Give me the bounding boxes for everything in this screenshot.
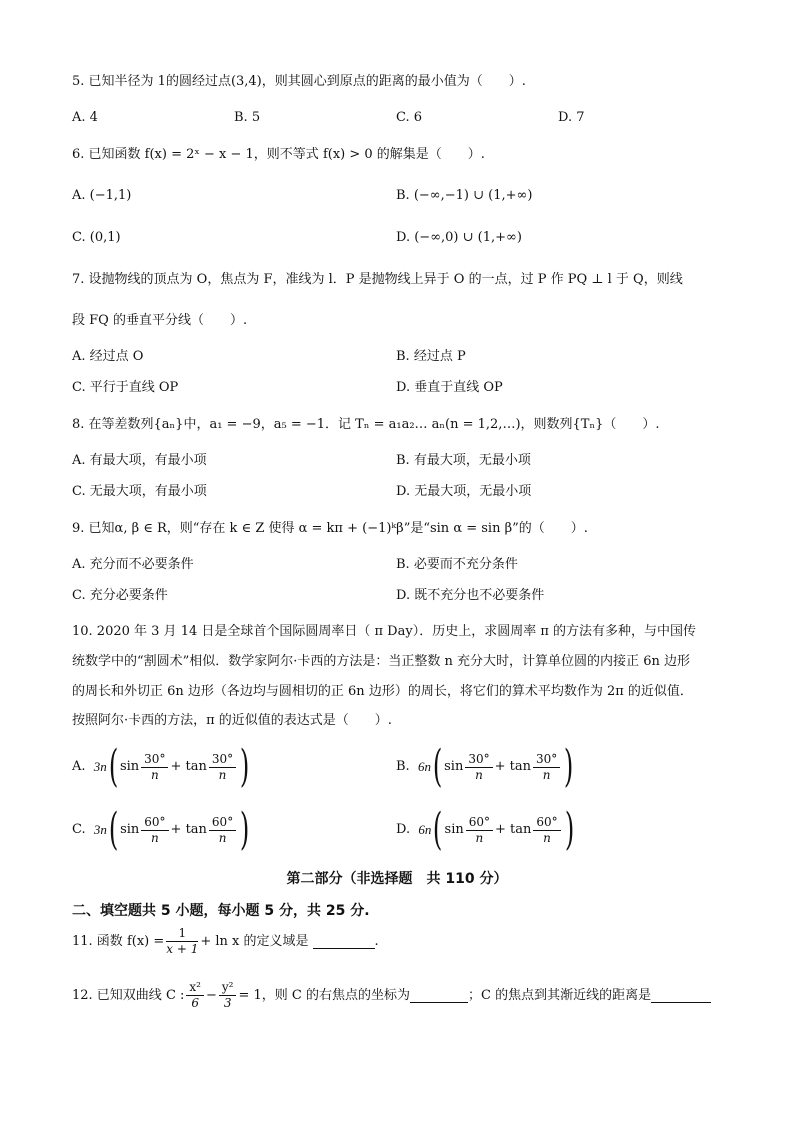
q11-pre: 11. 函数 f(x) =: [72, 933, 165, 949]
q8-option-b: B. 有最大项，无最小项: [396, 453, 531, 468]
q12-answer-blank-2[interactable]: [651, 988, 711, 1003]
q9-option-c: C. 充分必要条件: [72, 588, 168, 603]
angle: 30°: [465, 752, 492, 768]
plus-tan-label: + tan: [495, 822, 532, 837]
coefficient: 3n: [93, 759, 107, 774]
plus-tan-label: + tan: [170, 759, 207, 774]
denominator: n: [151, 830, 159, 845]
q9-option-d: D. 既不充分也不必要条件: [396, 588, 545, 603]
q8-stem: 8. 在等差数列{aₙ}中，a₁ = −9，a₅ = −1．记 Tₙ = a₁a₂… aₙ(n = 1,2,…)，则数列{Tₙ}（ ）.: [72, 417, 660, 432]
denominator: n: [542, 767, 551, 782]
q8-option-d: D. 无最大项，无最小项: [396, 484, 532, 499]
q7-stem-line1: 7. 设抛物线的顶点为 O，焦点为 F，准线为 l．P 是抛物线上异于 O 的一点，过 P 作 PQ ⊥ l 于 Q，则线: [72, 272, 683, 287]
q6-option-c: C. (0,1): [72, 230, 121, 245]
denominator: n: [475, 830, 484, 845]
q5-stem: 5. 已知半径为 1的圆经过点(3,4)，则其圆心到原点的距离的最小值为（ ）.: [72, 74, 526, 89]
denominator: n: [475, 767, 483, 782]
q11-answer-blank[interactable]: [313, 934, 375, 949]
q10-option-a: A. 3n ( sin $\frac{30^\circ}{n}$ + tan $\frac{30^\circ}{n}$ ): [72, 741, 250, 792]
q6-stem: 6. 已知函数 f(x) = 2ˣ − x − 1，则不等式 f(x) > 0 的解集是（ ）.: [72, 147, 485, 162]
sin-label: sin: [120, 822, 140, 837]
option-letter: C.: [72, 822, 86, 837]
q12-denominator-2: 3: [223, 996, 232, 1010]
q10-line1: 10. 2020 年 3 月 14 日是全球首个国际圆周率日（ π Day）．历史上，求圆周率 π 的方法有多种，与中国传: [72, 624, 697, 639]
q7-option-b: B. 经过点 P: [396, 349, 466, 364]
sin-label: sin: [444, 822, 464, 837]
q5-option-d: D. 7: [558, 110, 585, 125]
section2-heading: 二、填空题共 5 小题，每小题 5 分，共 25 分.: [72, 903, 370, 919]
option-letter: A.: [72, 759, 86, 774]
coefficient: 6n: [418, 822, 432, 837]
denominator: n: [218, 830, 227, 845]
angle: 30°: [141, 752, 168, 768]
q9-stem: 9. 已知α, β ∈ R，则“存在 k ∈ Z 使得 α = kπ + (−1)ᵏβ”是“sin α = sin β”的（ ）.: [72, 521, 588, 536]
q10-option-b: B. 6n ( sin $\frac{30^\circ}{n}$ + tan $\frac{30^\circ}{n}$ ): [396, 741, 574, 792]
denominator: n: [150, 767, 159, 782]
angle: 30°: [533, 752, 560, 768]
part2-heading: 第二部分（非选择题 共 110 分）: [286, 871, 508, 887]
q7-option-d: D. 垂直于直线 OP: [396, 380, 503, 395]
q10-option-d: D. 6n ( sin $\frac{60^\circ}{n}$ + tan $\frac{60^\circ}{n}$ ): [396, 804, 574, 855]
coefficient: 3n: [93, 822, 107, 837]
q12-numerator-2: y²: [219, 980, 237, 996]
q12-numerator-1: x²: [186, 980, 204, 996]
angle: 60°: [209, 815, 236, 831]
q12-pre: 12. 已知双曲线 C :: [72, 987, 185, 1003]
q11-denominator: x + 1: [166, 942, 199, 956]
q11-stem: [72, 926, 379, 957]
q10-option-c: C. 3n ( sin $\frac{60^\circ}{n}$ + tan $\frac{60^\circ}{n}$ ): [72, 804, 250, 855]
q8-option-c: C. 无最大项，有最小项: [72, 484, 207, 499]
q6-option-d: D. (−∞,0) ∪ (1,+∞): [396, 230, 522, 245]
q7-option-a: A. 经过点 O: [72, 349, 144, 364]
denominator: n: [543, 830, 551, 845]
sin-label: sin: [119, 759, 140, 774]
q8-option-a: A. 有最大项，有最小项: [72, 453, 207, 468]
q5-option-b: B. 5: [234, 110, 261, 125]
plus-tan-label: + tan: [170, 822, 207, 837]
angle: 60°: [466, 815, 493, 831]
option-letter: B.: [396, 759, 410, 774]
q12-mid2: ；C 的焦点到其渐近线的距离是: [468, 987, 652, 1003]
denominator: n: [218, 767, 227, 782]
q12-denominator-1: 6: [191, 996, 200, 1010]
q6-option-b: B. (−∞,−1) ∪ (1,+∞): [396, 188, 533, 203]
q12-answer-blank-1[interactable]: [410, 988, 468, 1003]
q10-line2: 统数学中的“割圆术”相似．数学家阿尔·卡西的方法是：当正整数 n 充分大时，计算单位圆的内接正 6n 边形: [72, 654, 690, 669]
q6-option-a: A. (−1,1): [72, 188, 132, 203]
q12-minus: −: [205, 987, 217, 1003]
q7-stem-line2: 段 FQ 的垂直平分线（ ）.: [72, 313, 248, 328]
q9-option-b: B. 必要而不充分条件: [396, 557, 518, 572]
sin-label: sin: [444, 759, 464, 774]
angle: 60°: [141, 815, 168, 831]
angle: 60°: [533, 815, 560, 831]
q11-post: + ln x 的定义域是: [200, 933, 309, 949]
q11-numerator: 1: [166, 926, 198, 942]
q5-option-c: C. 6: [396, 110, 423, 125]
q7-option-c: C. 平行于直线 OP: [72, 380, 179, 395]
q12-stem: [72, 980, 711, 1011]
coefficient: 6n: [417, 759, 431, 774]
plus-tan-label: + tan: [494, 759, 531, 774]
q9-option-a: A. 充分而不必要条件: [72, 557, 194, 572]
option-letter: D.: [396, 822, 411, 837]
q11-end: .: [374, 933, 379, 949]
q10-line4: 按照阿尔·卡西的方法，π 的近似值的表达式是（ ）.: [72, 713, 392, 728]
q5-option-a: A. 4: [72, 110, 98, 125]
q10-line3: 的周长和外切正 6n 边形（各边均与圆相切的正 6n 边形）的周长，将它们的算术平均数作为 2π 的近似值．: [72, 684, 693, 699]
angle: 30°: [209, 752, 236, 768]
q12-mid: = 1，则 C 的右焦点的坐标为: [238, 987, 410, 1003]
